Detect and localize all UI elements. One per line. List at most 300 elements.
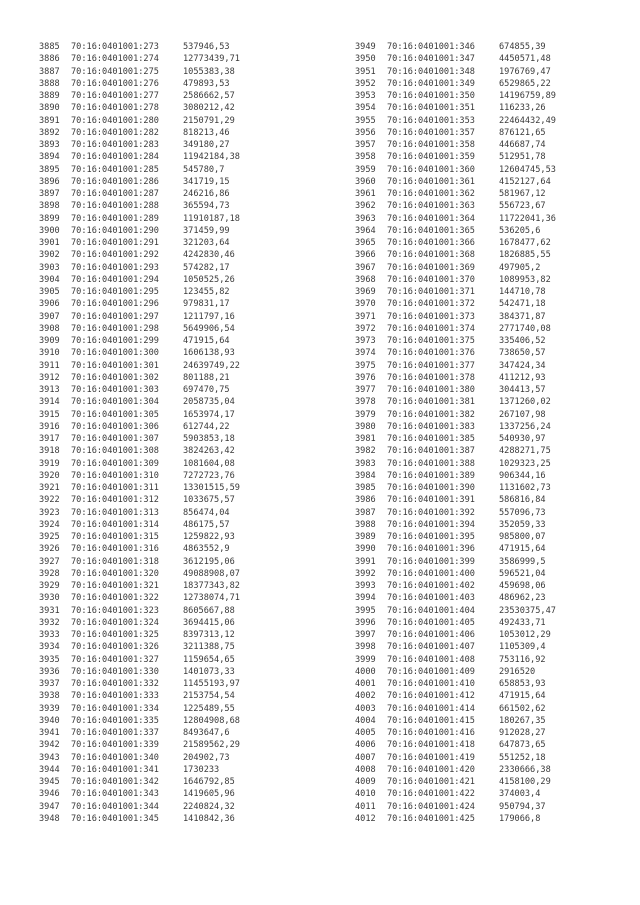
record-number: 3977: [355, 385, 376, 395]
record-row: [355, 78, 556, 90]
record-row: [355, 127, 556, 139]
record-row: [355, 703, 556, 715]
cadastral-value: 536205,6: [499, 225, 541, 236]
cadastral-value: 486962,23: [499, 593, 546, 604]
record-row: [355, 213, 556, 225]
record-row: [39, 41, 240, 53]
record-row: [355, 580, 556, 592]
record-row: [39, 53, 240, 65]
cadastral-value: 384371,87: [499, 311, 546, 322]
record-row: [355, 200, 556, 212]
record-row: [39, 188, 240, 200]
cadastral-number: 70:16:0401001:414: [387, 703, 475, 714]
cadastral-number: 70:16:0401001:370: [387, 274, 475, 285]
cadastral-value: 1053012,29: [499, 630, 551, 640]
record-row: [39, 531, 240, 543]
record-row: [355, 274, 556, 286]
record-number: 3985: [355, 483, 376, 493]
cadastral-number: 70:16:0401001:280: [71, 115, 159, 126]
record-number: 3917: [39, 434, 60, 444]
record-row: [355, 433, 556, 445]
cadastral-value: 1159654,65: [183, 654, 235, 665]
record-number: 3909: [39, 336, 60, 346]
record-row: [355, 568, 556, 580]
cadastral-number: 70:16:0401001:402: [387, 581, 475, 591]
record-row: [39, 372, 240, 384]
cadastral-number: 70:16:0401001:372: [387, 299, 475, 310]
cadastral-value: 542471,18: [499, 299, 546, 310]
cadastral-number: 70:16:0401001:323: [71, 605, 159, 616]
cadastral-number: 70:16:0401001:400: [387, 568, 475, 579]
record-number: 3901: [39, 238, 60, 248]
record-number: 3935: [39, 654, 60, 665]
cadastral-value: 1029323,25: [499, 458, 551, 469]
record-number: 4010: [355, 789, 376, 800]
record-number: 3950: [355, 54, 376, 65]
cadastral-number: 70:16:0401001:322: [71, 593, 159, 604]
record-number: 3965: [355, 238, 376, 248]
cadastral-value: 321203,64: [183, 238, 230, 248]
record-number: 4011: [355, 801, 376, 812]
record-row: [355, 678, 556, 690]
record-number: 4002: [355, 691, 376, 702]
record-number: 3999: [355, 654, 376, 665]
record-row: [355, 715, 556, 727]
cadastral-number: 70:16:0401001:366: [387, 238, 475, 248]
record-number: 3900: [39, 225, 60, 236]
record-row: [39, 335, 240, 347]
record-number: 3994: [355, 593, 376, 604]
record-number: 3907: [39, 311, 60, 322]
cadastral-value: 856474,04: [183, 507, 230, 518]
cadastral-number: 70:16:0401001:371: [387, 287, 475, 297]
cadastral-value: 1410842,36: [183, 813, 235, 824]
record-number: 3997: [355, 630, 376, 640]
cadastral-value: 22464432,49: [499, 115, 556, 126]
cadastral-number: 70:16:0401001:333: [71, 691, 159, 702]
cadastral-value: 1678477,62: [499, 238, 551, 248]
record-row: [355, 298, 556, 310]
cadastral-value: 1419605,96: [183, 789, 235, 800]
cadastral-number: 70:16:0401001:351: [387, 103, 475, 114]
record-row: [355, 519, 556, 531]
cadastral-value: 1033675,57: [183, 495, 235, 506]
cadastral-value: 374003,4: [499, 789, 541, 800]
cadastral-number: 70:16:0401001:407: [387, 642, 475, 653]
cadastral-value: 24639749,22: [183, 360, 240, 371]
record-number: 3980: [355, 421, 376, 432]
record-number: 3902: [39, 250, 60, 261]
record-number: 3888: [39, 78, 60, 89]
cadastral-number: 70:16:0401001:415: [387, 715, 475, 726]
cadastral-number: 70:16:0401001:396: [387, 544, 475, 555]
record-row: [355, 139, 556, 151]
cadastral-number: 70:16:0401001:283: [71, 140, 159, 150]
record-number: 3987: [355, 507, 376, 518]
record-number: 3939: [39, 703, 60, 714]
record-row: [355, 494, 556, 506]
record-number: 3967: [355, 262, 376, 273]
cadastral-value: 658853,93: [499, 679, 546, 689]
record-number: 3923: [39, 507, 60, 518]
cadastral-value: 3211388,75: [183, 642, 235, 653]
record-number: 3927: [39, 556, 60, 567]
cadastral-value: 697470,75: [183, 385, 230, 395]
record-number: 3989: [355, 532, 376, 542]
cadastral-value: 2916520: [499, 666, 536, 677]
record-number: 3922: [39, 495, 60, 506]
cadastral-number: 70:16:0401001:390: [387, 483, 475, 493]
record-number: 3960: [355, 176, 376, 187]
record-row: [39, 360, 240, 372]
cadastral-number: 70:16:0401001:410: [387, 679, 475, 689]
record-row: [39, 102, 240, 114]
record-number: 3903: [39, 262, 60, 273]
record-number: 3928: [39, 568, 60, 579]
record-number: 4006: [355, 740, 376, 751]
record-number: 3896: [39, 176, 60, 187]
record-number: 3934: [39, 642, 60, 653]
left-record-column: [39, 41, 240, 825]
record-number: 3931: [39, 605, 60, 616]
record-row: [355, 617, 556, 629]
record-number: 3983: [355, 458, 376, 469]
cadastral-value: 335406,52: [499, 336, 546, 346]
cadastral-number: 70:16:0401001:313: [71, 507, 159, 518]
cadastral-number: 70:16:0401001:399: [387, 556, 475, 567]
cadastral-number: 70:16:0401001:288: [71, 201, 159, 212]
record-number: 3986: [355, 495, 376, 506]
cadastral-number: 70:16:0401001:292: [71, 250, 159, 261]
record-number: 3890: [39, 103, 60, 114]
cadastral-value: 596521,04: [499, 568, 546, 579]
cadastral-value: 12604745,53: [499, 164, 556, 175]
record-row: [39, 139, 240, 151]
record-number: 3930: [39, 593, 60, 604]
cadastral-number: 70:16:0401001:348: [387, 66, 475, 77]
record-number: 3904: [39, 274, 60, 285]
cadastral-value: 1371260,02: [499, 397, 551, 408]
record-row: [355, 556, 556, 568]
record-number: 3971: [355, 311, 376, 322]
cadastral-value: 1653974,17: [183, 409, 235, 420]
record-number: 4008: [355, 764, 376, 775]
cadastral-number: 70:16:0401001:364: [387, 213, 475, 224]
record-row: [39, 225, 240, 237]
cadastral-value: 497905,2: [499, 262, 541, 273]
right-record-column: [355, 41, 556, 825]
cadastral-number: 70:16:0401001:332: [71, 679, 159, 689]
record-row: [355, 311, 556, 323]
cadastral-number: 70:16:0401001:327: [71, 654, 159, 665]
cadastral-number: 70:16:0401001:353: [387, 115, 475, 126]
record-number: 3912: [39, 372, 60, 383]
cadastral-value: 459698,06: [499, 581, 546, 591]
record-row: [355, 470, 556, 482]
cadastral-number: 70:16:0401001:276: [71, 78, 159, 89]
record-number: 3899: [39, 213, 60, 224]
cadastral-number: 70:16:0401001:395: [387, 532, 475, 542]
record-row: [39, 617, 240, 629]
cadastral-number: 70:16:0401001:424: [387, 801, 475, 812]
record-row: [355, 102, 556, 114]
record-number: 3936: [39, 666, 60, 677]
cadastral-value: 4863552,9: [183, 544, 230, 555]
record-row: [355, 445, 556, 457]
record-row: [355, 801, 556, 813]
record-number: 3949: [355, 42, 376, 52]
record-number: 3963: [355, 213, 376, 224]
cadastral-number: 70:16:0401001:295: [71, 287, 159, 297]
cadastral-value: 49088908,07: [183, 568, 240, 579]
cadastral-value: 3612195,06: [183, 556, 235, 567]
record-number: 3995: [355, 605, 376, 616]
record-number: 3978: [355, 397, 376, 408]
cadastral-value: 1606138,93: [183, 348, 235, 359]
record-number: 3957: [355, 140, 376, 150]
record-row: [355, 396, 556, 408]
cadastral-number: 70:16:0401001:344: [71, 801, 159, 812]
record-row: [39, 151, 240, 163]
cadastral-value: 1081604,08: [183, 458, 235, 469]
record-row: [355, 482, 556, 494]
record-number: 3895: [39, 164, 60, 175]
cadastral-number: 70:16:0401001:380: [387, 385, 475, 395]
record-row: [355, 249, 556, 261]
record-row: [39, 396, 240, 408]
record-number: 3941: [39, 728, 60, 738]
cadastral-number: 70:16:0401001:350: [387, 91, 475, 101]
record-row: [355, 629, 556, 641]
record-row: [39, 384, 240, 396]
cadastral-number: 70:16:0401001:343: [71, 789, 159, 800]
cadastral-value: 1055383,38: [183, 66, 235, 77]
cadastral-number: 70:16:0401001:361: [387, 176, 475, 187]
record-row: [355, 176, 556, 188]
record-row: [355, 164, 556, 176]
cadastral-value: 11942184,38: [183, 152, 240, 163]
record-row: [355, 654, 556, 666]
cadastral-value: 116233,26: [499, 103, 546, 114]
cadastral-value: 7272723,76: [183, 470, 235, 481]
record-row: [355, 115, 556, 127]
cadastral-value: 144710,78: [499, 287, 546, 297]
cadastral-number: 70:16:0401001:383: [387, 421, 475, 432]
cadastral-value: 4242830,46: [183, 250, 235, 261]
cadastral-number: 70:16:0401001:299: [71, 336, 159, 346]
record-number: 3906: [39, 299, 60, 310]
cadastral-value: 2058735,04: [183, 397, 235, 408]
cadastral-number: 70:16:0401001:340: [71, 752, 159, 763]
record-number: 3948: [39, 813, 60, 824]
cadastral-value: 411212,93: [499, 372, 546, 383]
record-number: 3961: [355, 189, 376, 199]
cadastral-value: 906344,16: [499, 470, 546, 481]
cadastral-number: 70:16:0401001:405: [387, 617, 475, 628]
record-row: [355, 225, 556, 237]
record-number: 3916: [39, 421, 60, 432]
record-row: [39, 311, 240, 323]
cadastral-value: 3080212,42: [183, 103, 235, 114]
cadastral-number: 70:16:0401001:375: [387, 336, 475, 346]
cadastral-value: 2771740,08: [499, 323, 551, 334]
cadastral-value: 6529865,22: [499, 78, 551, 89]
cadastral-number: 70:16:0401001:321: [71, 581, 159, 591]
cadastral-number: 70:16:0401001:376: [387, 348, 475, 359]
record-row: [39, 78, 240, 90]
record-row: [39, 654, 240, 666]
record-row: [39, 286, 240, 298]
record-row: [355, 41, 556, 53]
cadastral-value: 1401073,33: [183, 666, 235, 677]
cadastral-value: 12804908,68: [183, 715, 240, 726]
record-number: 3913: [39, 385, 60, 395]
record-row: [39, 66, 240, 78]
cadastral-value: 12738074,71: [183, 593, 240, 604]
cadastral-value: 1089953,82: [499, 274, 551, 285]
cadastral-number: 70:16:0401001:304: [71, 397, 159, 408]
cadastral-value: 551252,18: [499, 752, 546, 763]
cadastral-number: 70:16:0401001:286: [71, 176, 159, 187]
cadastral-value: 479893,53: [183, 78, 230, 89]
cadastral-number: 70:16:0401001:284: [71, 152, 159, 163]
cadastral-number: 70:16:0401001:302: [71, 372, 159, 383]
record-row: [39, 813, 240, 825]
cadastral-number: 70:16:0401001:309: [71, 458, 159, 469]
record-number: 3946: [39, 789, 60, 800]
record-row: [39, 629, 240, 641]
record-number: 3966: [355, 250, 376, 261]
record-number: 4003: [355, 703, 376, 714]
cadastral-number: 70:16:0401001:303: [71, 385, 159, 395]
cadastral-value: 1826885,55: [499, 250, 551, 261]
cadastral-number: 70:16:0401001:320: [71, 568, 159, 579]
record-number: 4000: [355, 666, 376, 677]
cadastral-value: 471915,64: [183, 336, 230, 346]
record-row: [39, 605, 240, 617]
cadastral-number: 70:16:0401001:311: [71, 483, 159, 493]
cadastral-number: 70:16:0401001:363: [387, 201, 475, 212]
cadastral-number: 70:16:0401001:337: [71, 728, 159, 738]
cadastral-value: 674855,39: [499, 42, 546, 52]
cadastral-number: 70:16:0401001:341: [71, 764, 159, 775]
record-row: [355, 323, 556, 335]
cadastral-value: 204902,73: [183, 752, 230, 763]
record-number: 3933: [39, 630, 60, 640]
cadastral-value: 574282,17: [183, 262, 230, 273]
cadastral-value: 1105309,4: [499, 642, 546, 653]
record-row: [39, 580, 240, 592]
cadastral-number: 70:16:0401001:419: [387, 752, 475, 763]
cadastral-value: 2240824,32: [183, 801, 235, 812]
cadastral-value: 492433,71: [499, 617, 546, 628]
cadastral-value: 1646792,85: [183, 777, 235, 787]
cadastral-number: 70:16:0401001:297: [71, 311, 159, 322]
cadastral-value: 3694415,06: [183, 617, 235, 628]
cadastral-value: 8493647,6: [183, 728, 230, 738]
cadastral-value: 540930,97: [499, 434, 546, 444]
record-number: 3910: [39, 348, 60, 359]
cadastral-value: 349180,27: [183, 140, 230, 150]
record-row: [39, 592, 240, 604]
cadastral-number: 70:16:0401001:391: [387, 495, 475, 506]
record-row: [39, 568, 240, 580]
record-number: 3959: [355, 164, 376, 175]
cadastral-value: 8605667,88: [183, 605, 235, 616]
record-row: [39, 421, 240, 433]
record-number: 3992: [355, 568, 376, 579]
record-row: [355, 592, 556, 604]
cadastral-number: 70:16:0401001:305: [71, 409, 159, 420]
record-number: 4009: [355, 777, 376, 787]
record-number: 3962: [355, 201, 376, 212]
cadastral-value: 876121,65: [499, 127, 546, 138]
record-number: 3911: [39, 360, 60, 371]
cadastral-value: 950794,37: [499, 801, 546, 812]
cadastral-number: 70:16:0401001:277: [71, 91, 159, 101]
record-number: 3970: [355, 299, 376, 310]
cadastral-value: 352059,33: [499, 519, 546, 530]
cadastral-value: 267107,98: [499, 409, 546, 420]
record-row: [39, 482, 240, 494]
record-number: 3975: [355, 360, 376, 371]
cadastral-number: 70:16:0401001:300: [71, 348, 159, 359]
record-row: [39, 409, 240, 421]
record-number: 3921: [39, 483, 60, 493]
record-row: [355, 788, 556, 800]
record-number: 3942: [39, 740, 60, 751]
cadastral-number: 70:16:0401001:369: [387, 262, 475, 273]
record-number: 3938: [39, 691, 60, 702]
record-number: 3972: [355, 323, 376, 334]
record-row: [39, 90, 240, 102]
cadastral-value: 1730233: [183, 764, 220, 775]
record-number: 3905: [39, 287, 60, 297]
cadastral-number: 70:16:0401001:385: [387, 434, 475, 444]
cadastral-number: 70:16:0401001:290: [71, 225, 159, 236]
cadastral-number: 70:16:0401001:406: [387, 630, 475, 640]
cadastral-value: 4450571,48: [499, 54, 551, 65]
record-row: [39, 788, 240, 800]
cadastral-number: 70:16:0401001:422: [387, 789, 475, 800]
cadastral-number: 70:16:0401001:285: [71, 164, 159, 175]
record-row: [355, 690, 556, 702]
cadastral-value: 4288271,75: [499, 446, 551, 457]
cadastral-number: 70:16:0401001:347: [387, 54, 475, 65]
record-row: [39, 703, 240, 715]
record-row: [355, 507, 556, 519]
record-row: [39, 678, 240, 690]
record-row: [355, 237, 556, 249]
record-row: [355, 605, 556, 617]
cadastral-number: 70:16:0401001:287: [71, 189, 159, 199]
record-row: [355, 813, 556, 825]
record-number: 3969: [355, 287, 376, 297]
record-number: 3945: [39, 777, 60, 787]
cadastral-number: 70:16:0401001:289: [71, 213, 159, 224]
cadastral-number: 70:16:0401001:314: [71, 519, 159, 530]
record-number: 4004: [355, 715, 376, 726]
cadastral-number: 70:16:0401001:382: [387, 409, 475, 420]
cadastral-number: 70:16:0401001:301: [71, 360, 159, 371]
record-row: [355, 384, 556, 396]
record-number: 3919: [39, 458, 60, 469]
record-number: 3954: [355, 103, 376, 114]
cadastral-number: 70:16:0401001:403: [387, 593, 475, 604]
record-row: [39, 494, 240, 506]
cadastral-number: 70:16:0401001:306: [71, 421, 159, 432]
record-number: 3988: [355, 519, 376, 530]
